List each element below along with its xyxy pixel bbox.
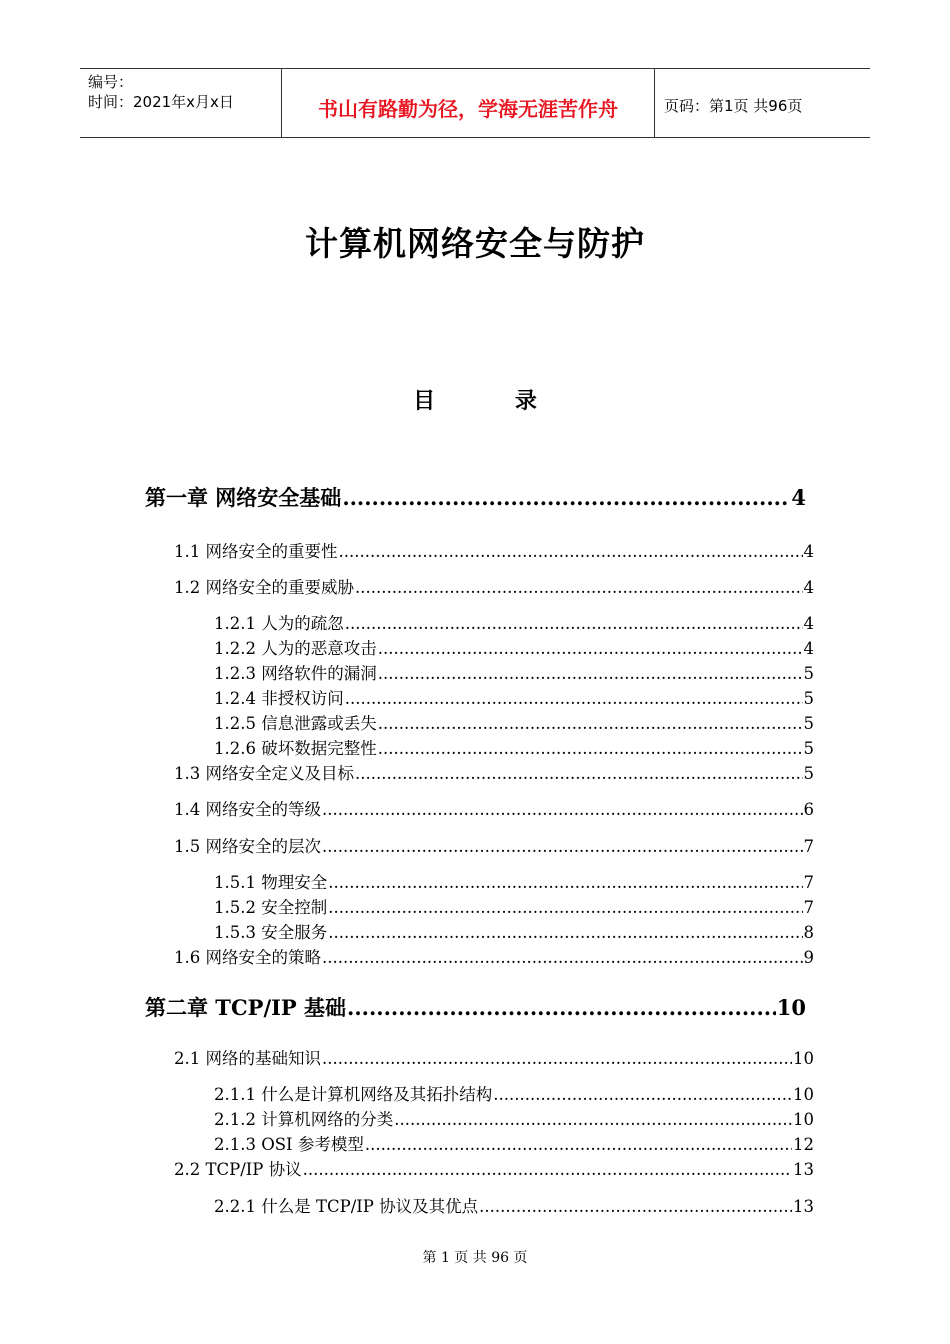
toc-entry-label: 2.1 网络的基础知识	[174, 1049, 321, 1068]
toc-leader-dots	[328, 923, 802, 942]
toc-entry-page: 4	[791, 485, 806, 510]
toc-entry-page: 10	[793, 1110, 814, 1129]
toc-entry-label: 2.2.1 什么是 TCP/IP 协议及其优点	[214, 1197, 479, 1216]
toc-entry-page: 12	[793, 1135, 814, 1154]
toc-entry-page: 4	[803, 614, 814, 633]
toc-entry-label: 2.2 TCP/IP 协议	[174, 1160, 302, 1179]
toc-entry-page: 4	[803, 578, 814, 597]
toc-entry-page: 13	[793, 1197, 814, 1216]
toc-leader-dots	[394, 1110, 792, 1129]
toc-entry[interactable]	[174, 760, 814, 784]
toc-leader-dots	[322, 948, 803, 967]
toc-entry-page: 5	[803, 689, 814, 708]
toc-entry-label: 1.2 网络安全的重要威胁	[174, 578, 354, 597]
toc-entry-page: 10	[776, 995, 806, 1020]
toc-entry-label: 1.5.3 安全服务	[214, 923, 328, 942]
toc-entry-page: 9	[803, 948, 814, 967]
toc-leader-dots	[328, 873, 802, 892]
toc-entry-label: 2.1.2 计算机网络的分类	[214, 1110, 394, 1129]
toc-entry[interactable]	[174, 796, 814, 820]
toc-entry-label: 1.4 网络安全的等级	[174, 800, 321, 819]
toc-leader-dots	[378, 739, 803, 758]
toc-entry-label: 2.1.3 OSI 参考模型	[214, 1135, 364, 1154]
toc-entry-label: 1.6 网络安全的策略	[174, 948, 321, 967]
toc-entry-label: 1.2.1 人为的疏忽	[214, 614, 344, 633]
header-page-info: 页码：第1页 共96页	[664, 97, 803, 115]
toc-entry-page: 7	[803, 898, 814, 917]
toc-entry[interactable]	[214, 894, 814, 918]
toc-leader-dots	[378, 639, 803, 658]
toc-entry[interactable]	[214, 1193, 814, 1217]
toc-entry-page: 5	[803, 764, 814, 783]
toc-entry-page: 4	[803, 542, 814, 561]
toc-entry[interactable]	[214, 660, 814, 684]
toc-entry[interactable]	[174, 833, 814, 857]
toc-leader-dots	[355, 578, 803, 597]
toc-leader-dots	[339, 542, 803, 561]
toc-entry[interactable]	[214, 1131, 814, 1155]
page-footer: 第 1 页 共 96 页	[422, 1250, 528, 1266]
toc-leader-dots	[322, 800, 803, 819]
toc-entry[interactable]	[214, 735, 814, 759]
toc-entry-label: 第一章 网络安全基础	[145, 485, 342, 510]
toc-entry-label: 1.3 网络安全定义及目标	[174, 764, 354, 783]
toc-entry-label: 1.2.3 网络软件的漏洞	[214, 664, 377, 683]
toc-entry[interactable]	[174, 538, 814, 562]
toc-entry-label: 1.5 网络安全的层次	[174, 837, 321, 856]
toc-leader-dots	[345, 689, 803, 708]
toc-entry[interactable]	[214, 1106, 814, 1130]
toc-leader-dots	[322, 837, 803, 856]
toc-entry[interactable]	[214, 685, 814, 709]
toc-leader-dots	[345, 614, 803, 633]
toc-leader-dots	[347, 995, 776, 1020]
toc-entry-label: 1.5.2 安全控制	[214, 898, 328, 917]
toc-entry-page: 7	[803, 873, 814, 892]
toc-entry-label: 1.1 网络安全的重要性	[174, 542, 338, 561]
toc-chapter-1[interactable]	[145, 482, 806, 512]
toc-leader-dots	[328, 898, 802, 917]
toc-entry-label: 1.5.1 物理安全	[214, 873, 328, 892]
toc-entry-page: 5	[803, 714, 814, 733]
toc-entry-label: 1.2.5 信息泄露或丢失	[214, 714, 377, 733]
toc-entry[interactable]	[214, 1081, 814, 1105]
header-right-cell	[655, 69, 870, 137]
toc-entry-page: 5	[803, 664, 814, 683]
toc-leader-dots	[378, 664, 803, 683]
toc-entry-page: 7	[803, 837, 814, 856]
document-title: 计算机网络安全与防护	[305, 224, 645, 263]
toc-entry[interactable]	[174, 1045, 814, 1069]
toc-heading: 目 录	[413, 389, 573, 414]
toc-leader-dots	[493, 1085, 792, 1104]
toc-entry[interactable]	[174, 944, 814, 968]
document-date: 时间：2021年x月x日	[88, 93, 234, 111]
toc-entry-page: 10	[793, 1049, 814, 1068]
toc-chapter-2[interactable]	[145, 992, 806, 1022]
toc-entry[interactable]	[214, 610, 814, 634]
toc-leader-dots	[365, 1135, 792, 1154]
toc-entry-page: 13	[793, 1160, 814, 1179]
header-motto: 书山有路勤为径，学海无涯苦作舟	[318, 97, 618, 121]
toc-entry-label: 1.2.4 非授权访问	[214, 689, 344, 708]
toc-leader-dots	[378, 714, 803, 733]
toc-entry-page: 8	[803, 923, 814, 942]
header-center-cell	[282, 69, 655, 137]
toc-entry-page: 5	[803, 739, 814, 758]
toc-leader-dots	[355, 764, 803, 783]
toc-leader-dots	[303, 1160, 792, 1179]
document-number-label: 编号：	[88, 73, 134, 91]
page-header-table	[80, 68, 870, 138]
toc-entry[interactable]	[214, 635, 814, 659]
toc-entry[interactable]	[214, 919, 814, 943]
toc-leader-dots	[342, 485, 790, 510]
toc-entry-label: 2.1.1 什么是计算机网络及其拓扑结构	[214, 1085, 493, 1104]
toc-leader-dots	[322, 1049, 792, 1068]
toc-entry[interactable]	[214, 869, 814, 893]
toc-entry[interactable]	[214, 710, 814, 734]
toc-leader-dots	[479, 1197, 792, 1216]
toc-entry-label: 1.2.6 破坏数据完整性	[214, 739, 377, 758]
header-left-cell	[80, 69, 282, 137]
toc-entry-label: 1.2.2 人为的恶意攻击	[214, 639, 377, 658]
toc-entry[interactable]	[174, 574, 814, 598]
toc-entry[interactable]	[174, 1156, 814, 1180]
toc-entry-label: 第二章 TCP/IP 基础	[145, 995, 347, 1020]
toc-entry-page: 6	[803, 800, 814, 819]
toc-entry-page: 10	[793, 1085, 814, 1104]
toc-entry-page: 4	[803, 639, 814, 658]
